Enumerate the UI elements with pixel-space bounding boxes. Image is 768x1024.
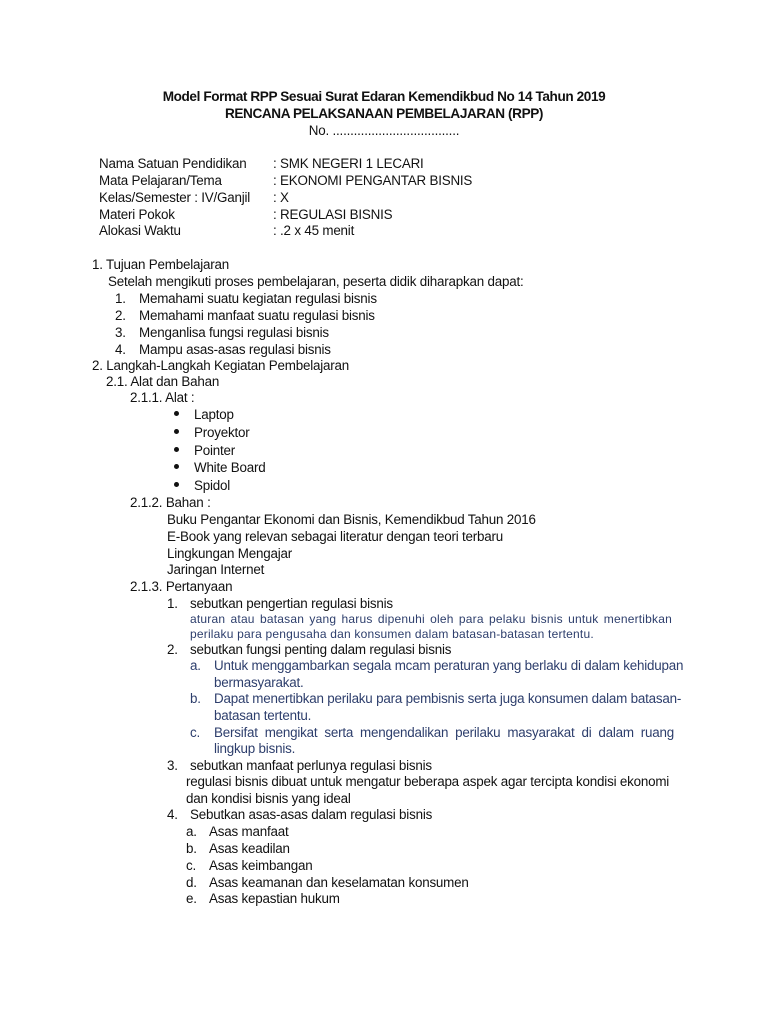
answer-letter: d. xyxy=(186,875,197,890)
answer-text: regulasi bisnis dibuat untuk mengatur beberapa aspek agar tercipta kondisi ekonomi xyxy=(186,774,670,789)
list-item: Spidol xyxy=(194,478,231,493)
section2-heading: 2. Langkah-Langkah Kegiatan Pembelajaran xyxy=(92,358,350,373)
answer-letter: c. xyxy=(190,725,201,740)
question-text: sebutkan fungsi penting dalam regulasi bisnis xyxy=(190,642,452,657)
list-item: Menganlisa fungsi regulasi bisnis xyxy=(139,325,329,340)
list-number: 2. xyxy=(115,308,126,323)
identity-value: : REGULASI BISNIS xyxy=(273,207,393,222)
answer-letter: b. xyxy=(186,841,197,856)
identity-value: : SMK NEGERI 1 LECARI xyxy=(273,156,424,171)
answer-text: Dapat menertibkan perilaku para pembisnis serta juga konsumen dalam batasan- xyxy=(214,691,682,706)
answer-text: Asas keimbangan xyxy=(209,858,313,873)
question-number: 1. xyxy=(167,596,178,611)
question-number: 2. xyxy=(167,642,178,657)
identity-label: Kelas/Semester : IV/Ganjil xyxy=(99,190,251,205)
answer-text: Asas kepastian hukum xyxy=(209,891,340,906)
list-item: Memahami manfaat suatu regulasi bisnis xyxy=(139,308,375,323)
list-item: Proyektor xyxy=(194,425,250,440)
list-item: White Board xyxy=(194,460,266,475)
list-item: Buku Pengantar Ekonomi dan Bisnis, Kemendikbud Tahun 2016 xyxy=(167,512,536,527)
identity-label: Mata Pelajaran/Tema xyxy=(99,173,222,188)
answer-text: aturan atau batasan yang harus dipenuhi oleh para pelaku bisnis untuk menertibkan xyxy=(190,612,672,626)
bullet-icon xyxy=(174,429,179,434)
section1-heading: 1. Tujuan Pembelajaran xyxy=(92,257,230,272)
list-item: Mampu asas-asas regulasi bisnis xyxy=(139,342,331,357)
list-number: 3. xyxy=(115,325,126,340)
bullet-icon xyxy=(174,411,179,416)
answer-letter: c. xyxy=(186,858,197,873)
identity-label: Materi Pokok xyxy=(99,207,175,222)
list-item: Jaringan Internet xyxy=(167,562,265,577)
list-item: Laptop xyxy=(194,407,234,422)
answer-text: dan kondisi bisnis yang ideal xyxy=(186,791,351,806)
identity-value: : .2 x 45 menit xyxy=(273,223,355,238)
list-item: Pointer xyxy=(194,443,236,458)
identity-label: Alokasi Waktu xyxy=(99,223,181,238)
subsection-heading: 2.1. Alat dan Bahan xyxy=(106,374,220,389)
answer-text: bermasyarakat. xyxy=(214,675,304,690)
answer-text: batasan tertentu. xyxy=(214,708,312,723)
answer-text: Bersifat mengikat serta mengendalikan perilaku masyarakat di dalam ruang xyxy=(214,725,674,740)
question-text: Sebutkan asas-asas dalam regulasi bisnis xyxy=(190,807,433,822)
section1-intro: Setelah mengikuti proses pembelajaran, peserta didik diharapkan dapat: xyxy=(108,274,524,289)
alat-heading: 2.1.1. Alat : xyxy=(130,390,195,405)
list-number: 1. xyxy=(115,291,126,306)
answer-text: perilaku para pengusaha dan konsumen dalam batasan-batasan tertentu. xyxy=(190,627,594,641)
bahan-heading: 2.1.2. Bahan : xyxy=(130,495,211,510)
answer-letter: e. xyxy=(186,891,197,906)
answer-letter: a. xyxy=(190,658,201,673)
question-text: sebutkan manfaat perlunya regulasi bisnis xyxy=(190,758,432,773)
identity-value: : X xyxy=(273,190,289,205)
answer-text: Asas manfaat xyxy=(209,824,289,839)
bullet-icon xyxy=(174,447,179,452)
question-number: 4. xyxy=(167,807,178,822)
answer-letter: a. xyxy=(186,824,197,839)
list-item: E-Book yang relevan sebagai literatur dengan teori terbaru xyxy=(167,529,504,544)
bullet-icon xyxy=(174,482,179,487)
list-number: 4. xyxy=(115,342,126,357)
answer-text: Asas keadilan xyxy=(209,841,290,856)
answer-letter: b. xyxy=(190,691,201,706)
list-item: Memahami suatu kegiatan regulasi bisnis xyxy=(139,291,377,306)
pertanyaan-heading: 2.1.3. Pertanyaan xyxy=(130,579,233,594)
question-text: sebutkan pengertian regulasi bisnis xyxy=(190,596,393,611)
answer-text: Asas keamanan dan keselamatan konsumen xyxy=(209,875,469,890)
answer-text: Untuk menggambarkan segala mcam peraturan yang berlaku di dalam kehidupan xyxy=(214,658,684,673)
identity-label: Nama Satuan Pendidikan xyxy=(99,156,247,171)
document-title: Model Format RPP Sesuai Surat Edaran Kemendikbud No 14 Tahun 2019 xyxy=(162,89,606,104)
list-item: Lingkungan Mengajar xyxy=(167,546,292,561)
identity-value: : EKONOMI PENGANTAR BISNIS xyxy=(273,173,473,188)
bullet-icon xyxy=(174,464,179,469)
question-number: 3. xyxy=(167,758,178,773)
answer-text: lingkup bisnis. xyxy=(214,741,296,756)
document-subtitle: RENCANA PELAKSANAAN PEMBELAJARAN (RPP) xyxy=(224,106,544,121)
document-number: No. .................................... xyxy=(308,123,460,138)
